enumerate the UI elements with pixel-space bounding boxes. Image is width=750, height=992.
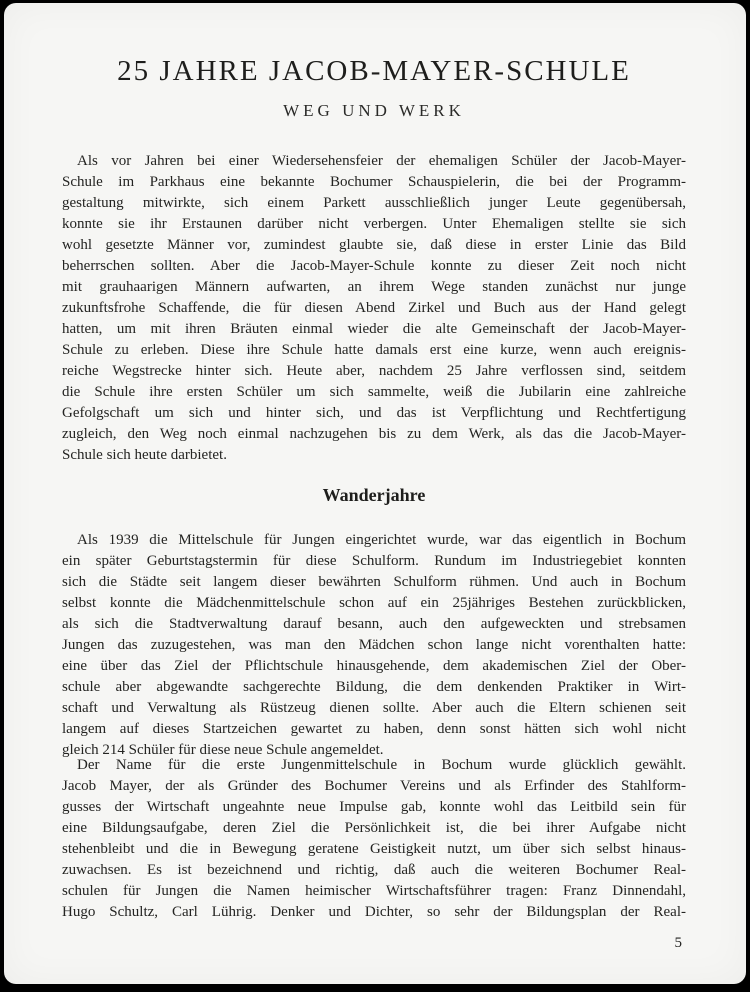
text-line: Schule im Parkhaus eine bekannte Bochumer Schauspielerin, die bei der Programm- [62, 174, 686, 190]
text-line: Schule sich heute darbietet. [62, 447, 227, 463]
text-line: ein später Geburtstagstermin für diese Schulform. Rundum im Industriegebiet konnten [62, 553, 686, 569]
text-line: wohl gesetzte Männer vor, zumindest glaubte sie, daß diese in erster Linie das Bild [62, 237, 686, 253]
section-heading-wanderjahre: Wanderjahre [322, 485, 426, 505]
text-line: Der Name für die erste Jungenmittelschule in Bochum wurde glücklich gewählt. [77, 757, 686, 773]
text-line: Als vor Jahren bei einer Wiedersehensfeier der ehemaligen Schüler der Jacob-Mayer- [77, 153, 686, 169]
paragraph-wanderjahre-2 [62, 755, 686, 923]
text-line: eine über das Ziel der Pflichtschule hinausgehende, dem akademischen Ziel der Ober- [62, 658, 686, 674]
text-line: beherrschen sollten. Aber die Jacob-Mayer-Schule konnte zu dieser Zeit noch nicht [62, 258, 686, 274]
text-line: schule aber abgewandte sachgerechte Bildung, die dem denkenden Praktiker in Wirt- [62, 679, 686, 695]
text-line: mit grauhaarigen Männern aufwarten, an ihrem Wege standen zunächst nur junge [62, 279, 686, 295]
paragraph-introduction [62, 151, 686, 466]
page-paper [4, 3, 746, 984]
text-line: selbst konnte die Mädchenmittelschule schon auf ein 25jähriges Bestehen zurückblicken, [62, 595, 686, 611]
text-line: als sich die Stadtverwaltung darauf besann, auch den aufgeweckten und strebsamen [62, 616, 686, 632]
text-line: Als 1939 die Mittelschule für Jungen eingerichtet wurde, war das eigentlich in Bochum [77, 532, 686, 548]
text-line: die Schule ihre ersten Schüler um sich sammelte, weiß die Jubilarin eine zahlreiche [62, 384, 686, 400]
text-line: schulen für Jungen die Namen heimischer Wirtschaftsführer tragen: Franz Dinnendahl, [62, 883, 686, 899]
text-line: zugleich, den Weg noch einmal nachzugehen bis zu dem Werk, als das die Jacob-Mayer- [62, 426, 686, 442]
text-line: schaft und Verwaltung als Rüstzeug dienen sollte. Aber auch die Eltern schienen seit [62, 700, 686, 716]
text-line: konnte sie ihr Erstaunen darüber nicht verbergen. Unter Ehemaligen stellte sie sich [62, 216, 686, 232]
text-line: langem auf dieses Startzeichen gewartet zu haben, denn sonst hätten sich wohl nicht [62, 721, 686, 737]
text-line: eine Bildungsaufgabe, deren Ziel die Persönlichkeit ist, die bei ihrer Aufgabe nicht [62, 820, 686, 836]
page-subtitle: WEG UND WERK [283, 101, 465, 120]
text-line: Jacob Mayer, der als Gründer des Bochumer Vereins und als Erfinder des Stahlform- [62, 778, 686, 794]
text-line: zukunftsfrohe Schaffende, die für diesen Abend Zirkel und Buch aus der Hand gelegt [62, 300, 686, 316]
page-number: 5 [674, 935, 682, 951]
text-line: gestaltung mitwirkte, sich einem Parkett ausschließlich junger Leute gegenübersah, [62, 195, 686, 211]
paragraph-wanderjahre-1 [62, 530, 686, 761]
page-title: 25 JAHRE JACOB-MAYER-SCHULE [117, 55, 631, 87]
text-line: Jungen das zuzugestehen, was man den Mädchen schon lange nicht vorenthalten hatte: [62, 637, 686, 653]
text-line: stehenbleibt und die in Bewegung geratene Geistigkeit nutzt, um über sich selbst hinaus- [62, 841, 686, 857]
text-line: hatten, um mit ihren Bräuten einmal wieder die alte Gemeinschaft der Jacob-Mayer- [62, 321, 686, 337]
text-line: Schule zu erleben. Diese ihre Schule hatte damals erst eine kurze, wenn auch ereignis- [62, 342, 686, 358]
text-line: gusses der Wirtschaft ungeahnte neue Impulse gab, konnte wohl das Leitbild sein für [62, 799, 686, 815]
text-line: Hugo Schultz, Carl Lührig. Denker und Dichter, so sehr der Bildungsplan der Real- [62, 904, 686, 920]
text-line: gleich 214 Schüler für diese neue Schule angemeldet. [62, 742, 384, 758]
text-line: reiche Wegstrecke hinter sich. Heute aber, nachdem 25 Jahre verflossen sind, seitdem [62, 363, 686, 379]
text-line: Gefolgschaft um sich und hinter sich, und das ist Verpflichtung und Rechtfertigung [62, 405, 686, 421]
text-line: zuwachsen. Es ist bezeichnend und richtig, daß auch die weiteren Bochumer Real- [62, 862, 686, 878]
text-line: sich die Städte seit langem dieser bewährten Schulform rühmen. Und auch in Bochum [62, 574, 686, 590]
